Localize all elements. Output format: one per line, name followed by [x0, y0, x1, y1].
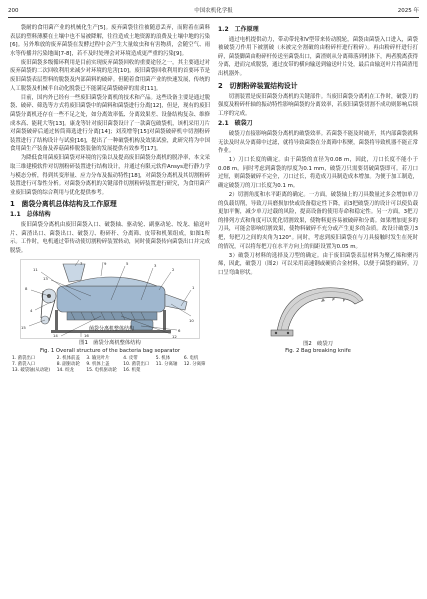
separator-machine-drawing	[21, 260, 199, 338]
callout-number: 11	[33, 267, 38, 273]
legend-item: 12. 分离筛	[183, 361, 206, 367]
paragraph: 废旧菌袋分离机由废旧菌袋入口、破袋轴、驱动轮、副驱动轮、绞龙、输送叶片、菌渣出口、菌袋出口、破袋刀、粉碎秆、分离筛、皮带和机架组成，如图1所示。工作时，电机通过带传动使切割粉碎装置转动，同时使菌袋传向菌袋出口并完成脱袋。	[10, 221, 210, 254]
legend-item: 10. 菌袋出口	[123, 361, 150, 367]
motor	[131, 320, 153, 330]
paragraph: 为降低食用菌废旧菌袋对环境的污染以及提高废旧菌袋分离机的脱净率，本文采取三维建模软件对切割粉碎装置进行结构设计，并通过有限元软件Ansys进行静力学与模态分析，得到其变形量、应力分布及振动特性[18]，对菌袋分离机及其切割粉碎装置进行可靠性分析。对菌袋分离机的关键部件切割粉碎装置进行研究，为食用菌产业废旧菌袋的综合利用与优化提供参考。	[10, 155, 210, 196]
callout-number: 4	[30, 308, 33, 314]
blade-mount	[271, 330, 293, 336]
figure-caption-cn: 图1 菌袋分离机整体结构	[79, 340, 141, 347]
callout-number: 5	[126, 261, 129, 267]
figure-inner-label: 菌袋分离机整体结构	[89, 326, 135, 333]
legend-item: 11. 分离轴	[155, 361, 178, 367]
paragraph: 切割装置是废旧菌袋分离机的关键部件。当废旧菌袋分离机在工作时，破袋刀的强度及粉碎杆轴的振动特性影响菌袋的分离效率，若废旧菌袋切割不成功则影响后续工序的完成。	[218, 93, 418, 117]
legend-item: 8. 副驱动轮	[56, 361, 80, 367]
legend-item: 2. 机体前盖	[56, 355, 80, 361]
legend-item: 5. 机体	[155, 355, 171, 361]
legend-item: 7. 菌袋入口	[12, 361, 36, 367]
machine-body	[57, 286, 165, 312]
figure-separator-machine	[20, 259, 200, 339]
subsection-heading: 2.1 破袋刀	[218, 120, 253, 128]
page-number: 200	[8, 8, 19, 14]
subsection-heading: 1.2 工作原理	[218, 26, 259, 33]
figure-caption-cn: 图2 破袋刀	[303, 340, 333, 347]
running-header	[8, 5, 419, 18]
figure-legend	[12, 356, 208, 375]
knife-drawing	[263, 282, 373, 340]
left-column	[10, 24, 210, 377]
section-heading: 2 切割粉碎装置结构设计	[218, 81, 298, 90]
callout-number: 16	[84, 333, 89, 339]
journal-name: 中国农机化学报	[194, 8, 233, 14]
legend-item: 3. 输送叶片	[86, 355, 110, 361]
figure-caption-en: Fig. 2 Bag breaking knife	[285, 347, 351, 354]
callout-number: 7	[80, 261, 83, 267]
legend-item: 13. 破袋轴(从动轮)	[12, 367, 51, 373]
subsection-heading: 1.1 总体结构	[10, 211, 51, 219]
paragraph: 破袋刀直接影响菌袋分离机的破袋效率。若菌袋不能及时破开，其内部菌袋就料无法及时从分离筛中过滤，就将导致菌袋在分离筛中积聚，菌袋将导致机器不能正常作业。	[218, 130, 418, 155]
legend-item: 6. 电机	[183, 355, 199, 361]
paragraph: 1）刀口长度的确定。由于菌袋的直径为0.08 m，因此，刀口长度不能小于0.08 m。同时考虑到菌袋的厚度为0.1 mm，破袋刀只需要切破菌袋即可。若刀口过短，则菌袋破碎不完全，刀口过长，将造成刀具制造成本增加。为便于加工制造，确定破袋刀的刀口长度为0.1 m。	[218, 157, 418, 189]
callout-number: 8	[25, 286, 28, 292]
section-heading: 1 菌袋分离机总体结构及工作原理	[10, 200, 117, 209]
legend-item: 9. 机体上盖	[86, 361, 110, 367]
right-column	[218, 24, 418, 355]
legend-item: 14. 绞龙	[56, 367, 74, 373]
legend-item: 4. 皮带	[123, 355, 138, 361]
separation-screen	[67, 312, 157, 320]
paragraph: 3）破袋刀材料的选择及刀型的确定。由于废旧菌袋表层材料为聚乙烯和聚丙烯，因此，破袋刀（图2）可以采用高速钢或硬质合金材料，以便于菌袋的破碎，刀口呈弯曲形状。	[218, 252, 418, 276]
callout-number: 13	[43, 276, 48, 282]
callout-number: 3	[154, 263, 157, 269]
figure-bag-breaking-knife	[263, 282, 373, 340]
callout-number: 15	[21, 325, 26, 331]
callout-number: 12	[172, 334, 177, 339]
callout-number: 10	[189, 318, 194, 324]
journal-year: 2025 年	[397, 8, 419, 14]
legend-item: 1. 菌袋出口	[12, 355, 36, 361]
paragraph: 袋耐的食用菌产业的机械化生产[5]。废弃菌袋往往被随意丢弃，而附着在菌料表层的塑料薄膜在土壤中也不易被降解，往往造成土地资源的浪费及土壤中地的污染[6]。另外堆放的废弃菌袋在发酵过程中会产生大量蚊虫和有害物质，会随空气、雨水等传播并污染地面[7-8]，若不及时处理会对环境造成更严重的污染[9]。	[10, 25, 210, 57]
paragraph: 目前，国内外已经有一些废旧菌袋分离机的技术和产品。这些设备主要是通过脱袋、破碎、筛选等方式将废旧菌袋中的菌料和菌袋进行分离[12]，但是，现有的废旧菌袋分离机还存在一些不足之处，如分离效率低、分离效果差、设备结构复杂、维修成本高、能耗大等[13]。康龙等针对废旧菌袋设计了一款菌包破袋机，该机采用刀片对菌袋破碎后通过转筒筛选进行分离[14]；刘茂增等[15]对菌袋破碎机中切割粉碎装置进行了结构设计与试验[16]，提出了一种破袋机构及效果试验，此研究将为中国食用菌生产装备及养菇菌棒脱袋装备的发展提供有效参考[17]。	[10, 94, 210, 153]
callout-number: 9	[104, 261, 107, 267]
paragraph: 通过电机提供动力，带动带轮和V型带来传动脱轮，菌袋由菌袋入口进入，菌袋被破袋刀作用下被割破（未被完全割破的由粉碎杆进行粉碎）。再由粉碎杆进行打碎，菌袋脚菌由粉碎杆传送至菌袋出口，菌渣则从分离筛落到机体下，两者脱离获得分离，进而完成脱袋，通过皮带的横向输送到输送叶片处，最后由输送叶片将菌渣甩出机器外。	[218, 36, 418, 77]
callout-number: 1	[192, 285, 195, 291]
callout-number: 6	[178, 328, 181, 334]
callout-number: 14	[53, 333, 58, 339]
bag-inlet-hopper	[63, 264, 85, 282]
callout-number: 2	[172, 267, 175, 273]
legend-item: 16. 机架	[123, 367, 141, 373]
frame-leg	[55, 310, 58, 332]
figure-caption-en: Fig. 1 Overall structure of the bacteria bag separator	[39, 347, 181, 354]
paragraph: 废旧菌袋多级循环利用是目前实现废弃菌袋回收的重要途径之一，其主要通过对废弃菌袋的二次回收利用来减少对环境的危害[10]。废旧菌袋回收利用的首要环节是废旧菌袋表层塑料的脱袋及内部菌料的破碎。但随着食用菌产业的快速发展，传统的人工脱袋及机械半自动化脱袋已不能满足菌袋破碎的需求[11]。	[10, 59, 210, 92]
legend-item: 15. 电机驱动轮	[86, 367, 117, 373]
paragraph: 2）切割角度和水平距离的确定。一方面，破袋轴上的刀具数量过多会增加单刀的负载切削，导致刀具磨损加快或设备稳定性下降，而3把破袋刀的设计可以使负载更加平衡，减少单刀过载的风险，提高设备的使用寿命和稳定性。另一方面，3把刀的排列方式和角度可以优化切割效果，使物料更容易被破碎和分离。如果增加更多的刀具，可能会影响切割效果，使物料破碎不充分或产生更多的杂质。故设计破袋刀3把，每把刀之间的夹角为120°。同时，考虑到废旧菌袋在与刀具接触时发生在死时的情况，可以将每把刀在水平方向上的间距设置为0.05 m。	[218, 192, 418, 250]
